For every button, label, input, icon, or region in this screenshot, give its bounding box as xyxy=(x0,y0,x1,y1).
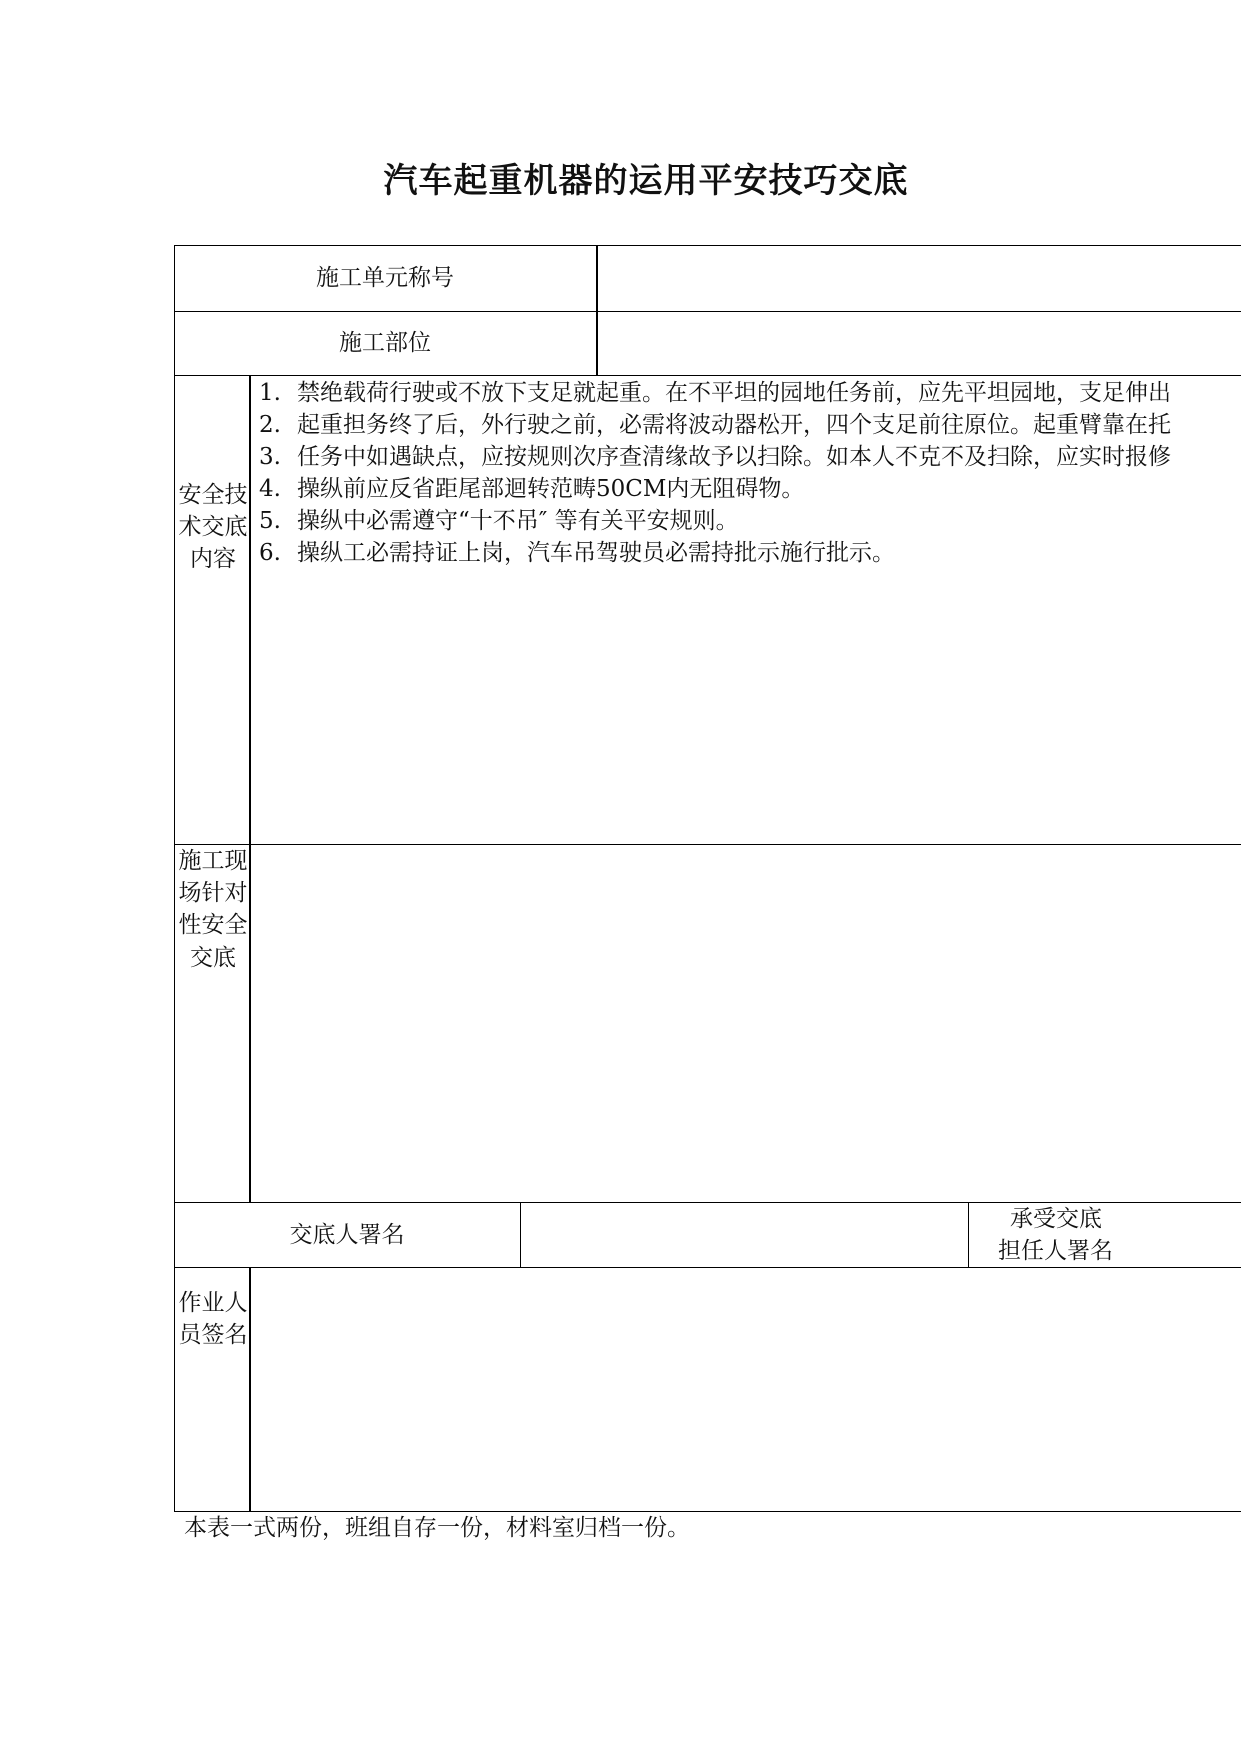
construction-part-value[interactable] xyxy=(598,313,1238,373)
column-divider xyxy=(968,1203,969,1268)
table-border-top xyxy=(174,245,1241,246)
safety-content-label: 安全技术交底内容 xyxy=(178,482,248,572)
list-item: 2. 起重担务终了后，外行驶之前，必需将波动器松开，四个支足前往原位。起重臂靠在托 xyxy=(259,412,1171,438)
list-item: 3. 任务中如遇缺点，应按规则次序查清缘故予以扫除。如本人不克不及扫除，应实时报修 xyxy=(259,444,1171,470)
table-border-left xyxy=(174,245,175,1512)
footnote: 本表一式两份，班组自存一份，材料室归档一份。 xyxy=(184,1515,690,1541)
column-divider xyxy=(520,1203,521,1268)
receiver-label-line2: 担任人署名 xyxy=(998,1238,1113,1264)
column-divider xyxy=(249,1268,251,1512)
workers-signature-area[interactable] xyxy=(252,1270,1238,1509)
list-item: 1. 禁绝载荷行驶或不放下支足就起重。在不平坦的园地任务前，应先平坦园地，支足伸出 xyxy=(259,380,1171,406)
receiver-label-line1: 承受交底 xyxy=(1010,1206,1102,1232)
row-divider xyxy=(174,1267,1241,1268)
row-divider xyxy=(174,844,1241,845)
briefer-signature-field[interactable] xyxy=(522,1204,966,1266)
row-divider xyxy=(174,375,1241,376)
briefer-signature-label: 交底人署名 xyxy=(289,1222,405,1248)
site-briefing-label: 施工现场针对性安全交底 xyxy=(178,848,248,971)
table-border-bottom xyxy=(174,1511,1241,1512)
document-title: 汽车起重机器的运用平安技巧交底 xyxy=(383,161,909,201)
workers-signature-label: 作业人员签名 xyxy=(178,1290,248,1348)
construction-unit-label: 施工单元称号 xyxy=(316,265,454,291)
receiver-signature-label xyxy=(998,1203,1113,1267)
list-item: 6. 操纵工必需持证上岗，汽车吊驾驶员必需持批示施行批示。 xyxy=(259,540,895,566)
briefing-form-table xyxy=(174,245,1241,1513)
site-briefing-content[interactable] xyxy=(252,846,1238,1200)
construction-unit-value[interactable] xyxy=(598,247,1238,309)
construction-part-label: 施工部位 xyxy=(339,330,431,356)
list-item: 4. 操纵前应反省距尾部迴转范畴50CM内无阻碍物。 xyxy=(259,476,805,502)
list-item: 5. 操纵中必需遵守“十不吊″ 等有关平安规则。 xyxy=(259,508,739,534)
column-divider xyxy=(249,376,251,1203)
row-divider xyxy=(174,311,1241,312)
safety-items-list xyxy=(259,377,1171,569)
